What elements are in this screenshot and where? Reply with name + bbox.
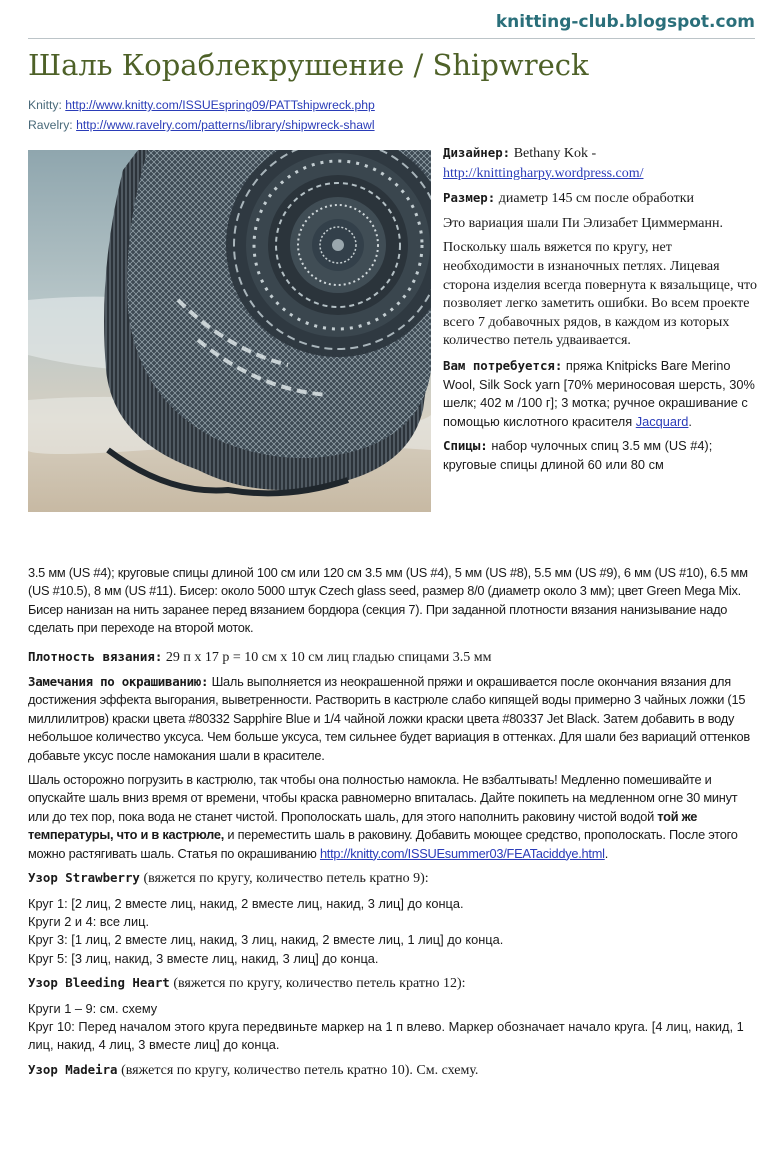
strawberry-row: Круги 2 и 4: все лиц. xyxy=(28,913,150,929)
size-text: диаметр 145 см после обработки xyxy=(498,191,694,207)
process-end: . xyxy=(604,845,609,861)
madeira-name: Узор Madeira xyxy=(28,1061,118,1077)
ravelry-line xyxy=(28,115,375,135)
process-bold: той же температуры, что и в кастрюле, xyxy=(28,808,698,843)
dye-notes-text: Шаль выполняется из неокрашенной пряжи и окрашивается после окончания вязания для достижения эффекта выгорания, выветренности. Растворить в кастрюле слабо кипящей воды примерно 3 чайных ложки (15 миллилитров) краски цвета #80332 Sapphire Blue и 1/4 чайной ложки краски цвета #80337 Jet Black. Затем добавить в воду небольшое количество уксуса. Чем больше уксуса, тем сильнее будет вариация в оттенках. Для шали без вариаций оттенков добавьте уксус после намокания шали в красителе. xyxy=(28,674,750,763)
bleeding-heart-rows xyxy=(28,1000,758,1055)
strawberry-heading xyxy=(28,869,758,888)
madeira-desc: (вяжется по кругу, количество петель кратно 10). См. схему. xyxy=(121,1062,479,1078)
main-column xyxy=(28,564,758,1086)
materials-text: пряжа Knitpicks Bare Merino Wool, Silk Sock yarn [70% мериносовая шерсть, 30% шелк; 402 м /100 г]; 3 мотка; ручное окрашивание с помощью кислотного красителя xyxy=(443,357,755,429)
ravelry-label: Ravelry: xyxy=(28,118,73,132)
gauge-text: 29 п х 17 р = 10 см х 10 см лиц гладью спицами 3.5 мм xyxy=(165,649,492,665)
bleeding-heart-row: Круг 10: Перед началом этого круга передвиньте маркер на 1 п влево. Маркер обозначает начало круга. [4 лиц, накид, 1 лиц, накид, 4 лиц, 3 вместе лиц] до конца. xyxy=(28,1018,744,1053)
strawberry-desc: (вяжется по кругу, количество петель кратно 9): xyxy=(143,871,429,887)
site-name: knitting-club.blogspot.com xyxy=(495,12,755,32)
process-text2: и переместить шаль в раковину. Добавить моющее средство, прополоскать. После этого можно растягивать шаль. Статья по окрашиванию xyxy=(28,827,738,861)
bleeding-heart-row: Круги 1 – 9: см. схему xyxy=(28,1000,158,1016)
materials-label: Вам потребуется: xyxy=(443,357,563,373)
knitty-label: Knitty: xyxy=(28,98,62,112)
size-block xyxy=(443,189,759,209)
strawberry-name: Узор Strawberry xyxy=(28,870,140,886)
jacquard-link[interactable]: Jacquard xyxy=(635,413,689,429)
page-title: Шаль Кораблекрушение / Shipwreck xyxy=(28,48,589,82)
size-label: Размер: xyxy=(443,190,496,206)
materials-block xyxy=(443,357,759,431)
strawberry-row: Круг 3: [1 лиц, 2 вместе лиц, накид, 3 лиц, накид, 2 вместе лиц, 1 лиц] до конца. xyxy=(28,932,504,948)
designer-link[interactable]: http://knittingharpy.wordpress.com/ xyxy=(443,165,644,181)
strawberry-row: Круг 5: [3 лиц, накид, 3 вместе лиц, накид, 3 лиц] до конца. xyxy=(28,950,379,966)
side-column xyxy=(443,144,759,481)
strawberry-row: Круг 1: [2 лиц, 2 вместе лиц, накид, 2 вместе лиц, накид, 3 лиц] до конца. xyxy=(28,895,464,911)
gauge-block xyxy=(28,648,758,667)
header-divider xyxy=(28,38,755,39)
ravelry-link[interactable]: http://www.ravelry.com/patterns/library/shipwreck-shawl xyxy=(76,118,375,132)
dye-notes-block xyxy=(28,673,758,765)
bleeding-heart-name: Узор Bleeding Heart xyxy=(28,975,170,991)
bleeding-heart-heading xyxy=(28,974,758,993)
needles-block xyxy=(443,437,759,474)
materials-end: . xyxy=(688,413,692,429)
designer-name: Bethany Kok - xyxy=(513,146,597,161)
knitty-link[interactable]: http://www.knitty.com/ISSUEspring09/PATTshipwreck.php xyxy=(65,98,375,112)
shawl-photo xyxy=(28,150,431,512)
designer-block xyxy=(443,144,759,183)
process-block xyxy=(28,771,758,863)
construction-text: Поскольку шаль вяжется по кругу, нет необходимости в изнаночных петлях. Лицевая сторона изделия всегда повернута к вязальщице, что позволяет легко заметить ошибки. Во всем проекте всего 7 добавочных рядов, в каждом из которых количество петель удваивается. xyxy=(443,240,757,349)
needles-text-side: набор чулочных спиц 3.5 мм (US #4); круговые спицы длиной 60 или 80 см xyxy=(443,438,713,472)
gauge-label: Плотность вязания: xyxy=(28,648,163,664)
source-links xyxy=(28,95,375,135)
madeira-heading xyxy=(28,1061,758,1080)
needles-label: Спицы: xyxy=(443,438,488,454)
bleeding-heart-desc: (вяжется по кругу, количество петель кратно 12): xyxy=(173,976,466,992)
needles-continued: 3.5 мм (US #4); круговые спицы длиной 100 см или 120 см 3.5 мм (US #4), 5 мм (US #8), 5.5 мм (US #9), 6 мм (US #10), 6.5 мм (US #10.5), 8 мм (US #11). Бисер: около 5000 штук Czech glass seed, размер 8/0 (диаметр около 3 мм); цвет Green Mega Mix. Бисер нанизан на нить заранее перед вязанием бордюра (секция 7). При заданной плотности вязания нанизывание надо сделать при переходе на второй моток. xyxy=(28,565,748,636)
dye-notes-label: Замечания по окрашиванию: xyxy=(28,674,209,690)
process-text1: Шаль осторожно погрузить в кастрюлю, так чтобы она полностью намокла. Не взбалтывать! Медленно помешивайте и опускайте шаль вниз время от времени, чтобы краска равномерно впиталась. Дайте покипеть на медленном огне 30 минут или до тех пор, пока вода не станет чистой. Прополоскать шаль, для этого наполнить раковину чистой водой xyxy=(28,772,738,824)
designer-label: Дизайнер: xyxy=(443,145,511,160)
knitty-line xyxy=(28,95,375,115)
acid-dye-link[interactable]: http://knitty.com/ISSUEsummer03/FEATaciddye.html xyxy=(319,845,605,861)
variation-text: Это вариация шали Пи Элизабет Циммерманн. xyxy=(443,215,723,231)
strawberry-rows xyxy=(28,895,758,969)
